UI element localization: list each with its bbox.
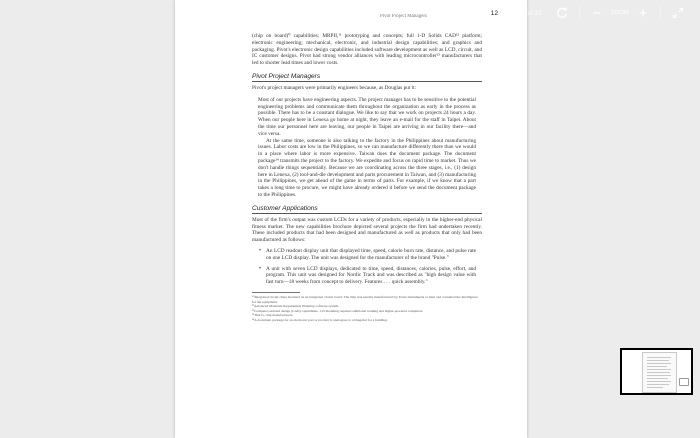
- customer-paragraph: Most of the firm's output was custom LCDs for a variety of products, especially in the higher-end physical fitness market. The new capabilities brochure depicted several projects the firm had undertaken recently. These included products that had been designed and manufactured as well as products that only had been manufactured as follows:: [252, 216, 482, 244]
- toolbar-divider: [579, 6, 580, 20]
- list-item-text: An LCD readout display unit that displayed time, speed, calorie burn rate, distance, and pulse rate on one LCD display. The unit was designed for the manufacturer of the brand "Pulse.": [266, 247, 476, 261]
- thumbnail-line: [647, 375, 671, 376]
- block-quote: [258, 97, 476, 199]
- page-total: of 21: [527, 9, 542, 17]
- thumbnail-line: [647, 366, 667, 367]
- bullet-list: [258, 248, 476, 286]
- footnote: ¹⁴A document package for an electronic part or product is analogous to a blueprint for a building.: [252, 317, 388, 322]
- zoom-in-icon[interactable]: [635, 5, 651, 21]
- fit-page-icon[interactable]: [670, 5, 686, 21]
- list-item-text: A unit with seven LCD displays, dedicated to time, speed, distances, calories, pulse, effort, and program. This unit was designed for Nordic Track and was described as "high design value with fast turn—18 weeks from concept to delivery. Features . . . quick assembly.": [266, 265, 476, 286]
- footnote: ¹³That is, chip manufacturers.: [252, 313, 294, 318]
- list-item: [258, 248, 476, 262]
- chevron-right-icon[interactable]: [509, 6, 523, 20]
- rotate-icon[interactable]: [554, 5, 570, 21]
- page-label: Page: [442, 9, 458, 17]
- thumbnail-line: [647, 360, 669, 361]
- thumbnail-page: [642, 352, 677, 393]
- thumbnail-line: [647, 363, 671, 364]
- list-item: [258, 266, 476, 286]
- thumbnail-resize-handle[interactable]: [679, 378, 689, 386]
- page-content: [252, 33, 482, 322]
- chevron-left-icon[interactable]: [465, 6, 479, 20]
- viewer-toolbar: [442, 0, 700, 26]
- footnote-divider: [252, 292, 300, 293]
- thumbnail-line: [647, 387, 663, 388]
- quote-paragraph: Most of our projects have engineering aspects. The project manager has to be sensitive to the potential engineering problems and communicate them throughout the organization as early in the process as possible. There has to be a constant dialogue. We like to say that we work on projects 24 hours a day. When our people here in Lenexa go home at night, they leave an e-mail for the staff in Taipei. About the time our personnel here are leaving, our people in Taipei are arriving in our facility there—and vice versa.: [258, 96, 476, 137]
- section-heading-project-managers: Pivot Project Managers: [252, 73, 482, 82]
- page-thumbnail[interactable]: [620, 348, 693, 395]
- thumbnail-line: [647, 369, 671, 370]
- page-number-input[interactable]: 12: [485, 7, 503, 20]
- section-intro: Pivot's project managers were primarily engineers because, as Douglas put it:: [252, 84, 417, 91]
- document-page: [175, 0, 527, 438]
- intro-paragraph: (chip on board)⁰ capabilities; MRPII,¹¹ prototyping and concepts; full 1-D Solids CAD¹² platform; electronic engineering; mechanical, electronic, and industrial design capabilities; and graphics and packaging. Pivot's electronic design capabilities included software development as well as LCD, circuit, and IC customer designs. Pivot had strong vendor alliances with leading microcontroller¹³ manufacturers that led to shorter lead times and lower costs.: [252, 33, 482, 67]
- section-heading-customer-applications: Customer Applications: [252, 205, 482, 214]
- bullet-icon: •: [259, 247, 262, 254]
- previous-page-cut-text: Pivot Project Managers: [380, 14, 427, 19]
- thumbnail-line: [647, 381, 671, 382]
- bullet-icon: •: [259, 265, 262, 272]
- toolbar-divider: [660, 6, 661, 20]
- zoom-out-icon[interactable]: [589, 5, 605, 21]
- footnote: ¹²Computer-assisted design (CAD) capabilities. 1-D modeling required additional training and higher-powered computers.: [252, 308, 424, 313]
- zoom-label: ZOOM: [610, 10, 629, 16]
- thumbnail-line: [647, 372, 670, 373]
- thumbnail-line: [647, 357, 671, 358]
- footnote: ¹⁰Integrated circuit chips mounted on an integrated circuit board. The chip was usually manufactured by Texas Instruments or Intel and contained the intelligence for the equipment.: [252, 294, 478, 304]
- thumbnail-line: [647, 384, 669, 385]
- thumbnail-line: [647, 378, 668, 379]
- quote-paragraph: At the same time, someone is also talking to the factory in the Philippines about manufacturing issues. Labor costs are low in the Philippines, so we can manufacture differently there than we would in a place where labor is more expensive. Taiwan does the document package. The document package¹⁴ transmits the project to the factory. We expedite and focus on rapid time to market. Thus we don't handle things sequentially. Because we are coordinating across the three stages, i.e., (1) design here in Lenexa, (2) tool-and-die development and parts procurement in Taiwan, and (3) manufacturing in the Philippines, we get ahead of the game in terms of parts. For example, if we know that a part takes a long time to procure, we might have already ordered it before we send the document package to the Philippines.: [258, 137, 476, 198]
- footnote: ¹¹Advanced Materials Requirement Planning software system.: [252, 304, 340, 309]
